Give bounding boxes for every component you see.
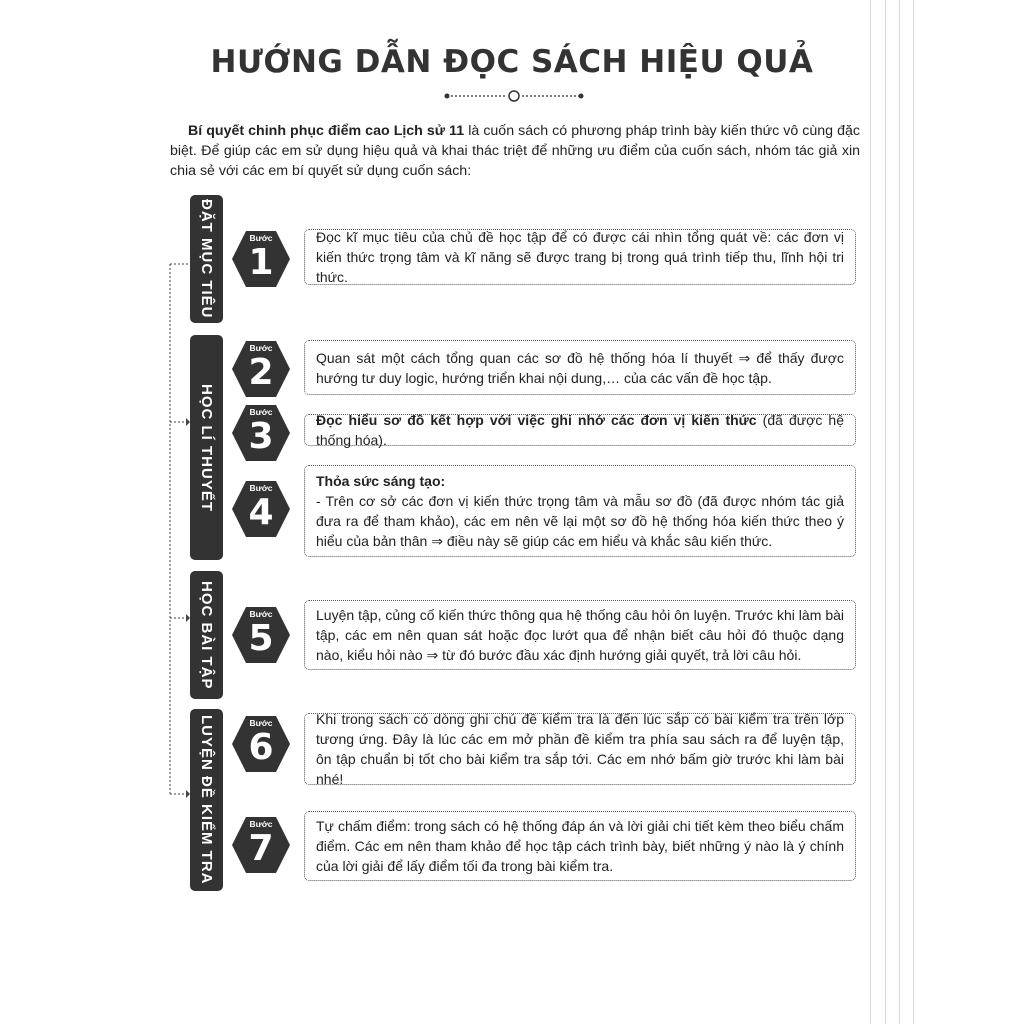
phase-bar-exercises <box>190 571 223 699</box>
page-edge-line <box>899 0 900 1024</box>
step-number: 1 <box>248 242 274 283</box>
step-badge-1 <box>231 229 291 289</box>
phase-label: ĐẶT MỤC TIÊU <box>198 199 215 319</box>
intro-paragraph <box>170 121 860 181</box>
step-label: Bước <box>249 343 273 353</box>
step-text: Luyện tập, củng cố kiến thức thông qua hệ thống câu hỏi ôn luyện. Trước khi làm bài tập, các em nên quan sát hoặc đọc lướt qua để nhận biết câu hỏi đó thuộc dạng nào, kiểu hỏi nào ⇒ từ đó bước đầu xác định hướng giải quyết, trả lời câu hỏi. <box>316 607 844 663</box>
step-badge-4 <box>231 479 291 539</box>
step-text: Tự chấm điểm: trong sách có hệ thống đáp án và lời giải chi tiết kèm theo biểu chấm điểm. Các em nên tham khảo để học tập cách trình bày, biết những ý nào là ý chính của lời giải để lấy điểm tối đa trong bài kiểm tra. <box>316 818 844 874</box>
step-text: Khi trong sách có dòng ghi chú đề kiểm tra là đến lúc sắp có bài kiểm tra trên lớp tương ứng. Đây là lúc các em mở phần đề kiểm tra phía sau sách ra để luyện tập, ôn tập chuẩn bị tốt cho bài kiểm tra sắp tới. Các em nhớ bấm giờ trước khi làm bài nhé! <box>316 711 844 787</box>
step-number: 2 <box>248 352 274 393</box>
step-bold-text: Đọc hiểu sơ đồ kết hợp với việc ghi nhớ các đơn vị kiến thức <box>316 412 757 428</box>
page-title: HƯỚNG DẪN ĐỌC SÁCH HIỆU QUẢ <box>210 44 814 80</box>
step-box-4 <box>304 465 856 557</box>
step-badge-5 <box>231 605 291 665</box>
step-box-7 <box>304 811 856 881</box>
page-edge-line <box>913 0 914 1024</box>
step-text: - Trên cơ sở các đơn vị kiến thức trọng tâm và mẫu sơ đồ (đã được nhóm tác giả đưa ra để tham khảo), các em nên vẽ lại một sơ đồ hệ thống hóa kiến thức theo ý hiểu của bản thân ⇒ điều này sẽ giúp các em hiểu và khắc sâu kiến thức. <box>316 493 844 549</box>
step-number: 4 <box>248 492 274 533</box>
step-label: Bước <box>249 407 273 417</box>
intro-text: là cuốn sách có phương pháp trình bày kiến thức vô cùng đặc biệt. Để giúp các em sử dụng hiệu quả và khai thác triệt để những ưu điểm của cuốn sách, nhóm tác giả xin chia sẻ với các em bí quyết sử dụng cuốn sách: <box>170 123 861 179</box>
step-label: Bước <box>249 819 273 829</box>
step-box-6 <box>304 713 856 785</box>
step-text: Quan sát một cách tổng quan các sơ đồ hệ thống hóa lí thuyết ⇒ để thấy được hướng tư duy logic, hướng triển khai nội dung,… của các vấn đề học tập. <box>316 349 844 386</box>
step-box-2 <box>304 340 856 395</box>
step-heading: Thỏa sức sáng tạo: <box>316 473 446 489</box>
step-number: 6 <box>248 727 274 768</box>
phase-label: HỌC LÍ THUYẾT <box>198 383 215 512</box>
step-number: 3 <box>248 416 274 457</box>
title-ornament <box>444 89 584 103</box>
step-label: Bước <box>249 233 273 243</box>
step-rest-text: (đã được hệ thống hóa). <box>316 412 844 448</box>
page-edge-line <box>885 0 886 1024</box>
step-badge-7 <box>231 815 291 875</box>
step-number: 5 <box>248 618 274 659</box>
step-content <box>316 471 844 551</box>
page-edge-line <box>870 0 871 1024</box>
step-box-1 <box>304 229 856 285</box>
phase-label: LUYỆN ĐỀ KIỂM TRA <box>198 715 215 885</box>
step-text <box>316 410 844 450</box>
phase-bar-test-practice <box>190 709 223 891</box>
step-number: 7 <box>248 828 274 869</box>
step-badge-3 <box>231 403 291 463</box>
step-text: Đọc kĩ mục tiêu của chủ đề học tập để có được cái nhìn tổng quát về: các đơn vị kiến thức trọng tâm và kĩ năng sẽ được trang bị trong quá trình tiếp thu, lĩnh hội tri thức. <box>316 229 844 285</box>
step-label: Bước <box>249 483 273 493</box>
step-label: Bước <box>249 609 273 619</box>
phase-bar-theory <box>190 335 223 560</box>
phase-bar-set-goals <box>190 195 223 323</box>
phase-label: HỌC BÀI TẬP <box>198 580 215 690</box>
step-box-3 <box>304 414 856 446</box>
step-label: Bước <box>249 718 273 728</box>
book-title: Bí quyết chinh phục điểm cao Lịch sử 11 <box>188 123 465 139</box>
step-box-5 <box>304 600 856 670</box>
step-badge-6 <box>231 714 291 774</box>
step-badge-2 <box>231 339 291 399</box>
